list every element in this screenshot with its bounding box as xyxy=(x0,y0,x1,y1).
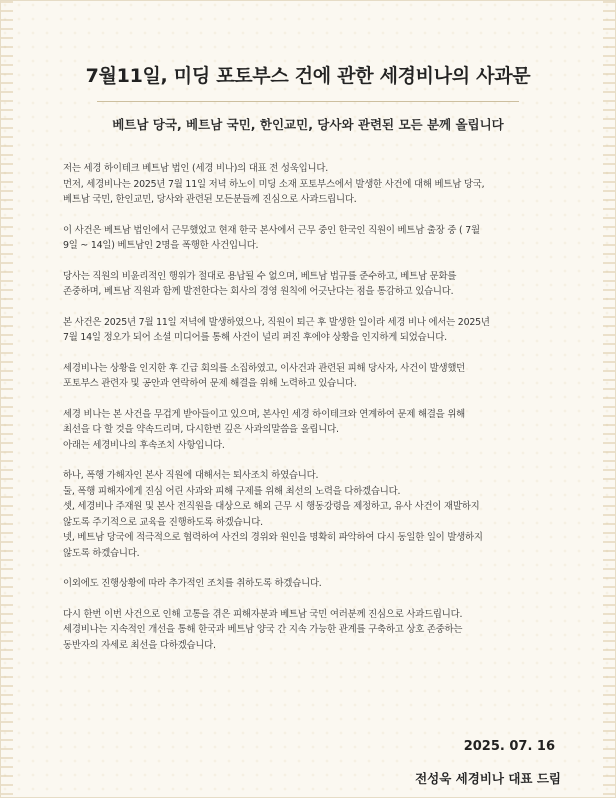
paragraph-response: 세경비나는 상황을 인지한 후 긴급 회의를 소집하였고, 이사건과 관련된 피해 당사자, 사건이 발생했던 포토부스 관련자 및 공안과 연락하여 문제 해결을 위해 노력하고 있습니다. xyxy=(63,362,466,389)
title-divider xyxy=(97,101,519,102)
measure-item: 넷, 베트남 당국에 적극적으로 협력하여 사건의 경위와 원인을 명확히 파악하여 다시 동일한 일이 발생하지 않도록 하겠습니다. xyxy=(63,532,483,559)
paragraph-timeline: 본 사건은 2025년 7월 11일 저녁에 발생하였으나, 직원이 퇴근 후 발생한 일이라 세경 비나 에서는 2025년 7월 14일 정오가 되어 소셜 미디어를 통해 사건이 널리 퍼진 후에야 상황을 인지하게 되었습니다. xyxy=(63,316,490,343)
paragraph-commitment: 세경 비나는 본 사건을 무겁게 받아들이고 있으며, 본사인 세경 하이테크와 연계하여 문제 해결을 위해 최선을 다 할 것을 약속드리며, 다시한번 깊은 사과의말씀을 올립니다. 아래는 세경비나의 후속조치 사항입니다. xyxy=(63,408,466,451)
measure-item: 하나, 폭행 가해자인 본사 직원에 대해서는 퇴사조치 하였습니다. xyxy=(63,470,319,481)
letter-signature: 전성욱 세경비나 대표 드림 xyxy=(415,771,561,786)
letter-body xyxy=(63,161,571,668)
paragraph-closing: 다시 한번 이번 사건으로 인해 고통을 겪은 피해자분과 베트남 국민 여러분께 진심으로 사과드립니다. 세경비나는 지속적인 개선을 통해 한국과 베트남 양국 간 지속 가능한 관계를 구축하고 상호 존중하는 동반자의 자세로 최선을 다하겠습니다. xyxy=(63,608,463,651)
letter-date: 2025. 07. 16 xyxy=(463,739,555,754)
measure-item: 셋, 세경비나 주재원 및 본사 전직원을 대상으로 해외 근무 시 행동강령을 제정하고, 유사 사건이 재발하지 않도록 주기적으로 교육을 진행하도록 하겠습니다. xyxy=(63,501,480,528)
paragraph-incident: 이 사건은 베트남 법인에서 근무했었고 현재 한국 본사에서 근무 중인 한국인 직원이 베트남 출장 중 ( 7월 9일 ~ 14일) 베트남인 2명을 폭행한 사건입니다. xyxy=(63,224,480,251)
paragraph-additional: 이외에도 진행상황에 따라 추가적인 조치를 취하도록 하겠습니다. xyxy=(63,578,322,589)
paragraph-intro: 저는 세경 하이테크 베트남 법인 (세경 비나)의 대표 전 성욱입니다. 먼저, 세경비나는 2025년 7월 11일 저녁 하노이 미딩 소재 포토부스에서 발생한 사건에 대해 베트남 당국, 베트남 국민, 한인교민, 당사와 관련된 모든분들께 진심으로 사과드립니다. xyxy=(63,163,485,205)
follow-up-measures xyxy=(63,468,571,561)
paragraph-principles: 당사는 직원의 비윤리적인 행위가 절대로 용납될 수 없으며, 베트남 법규를 준수하고, 베트남 문화를 존중하며, 베트남 직원과 함께 발전한다는 회사의 경영 원칙에 어긋난다는 점을 통감하고 있습니다. xyxy=(63,270,457,297)
letter-subtitle: 베트남 당국, 베트남 국민, 한인교민, 당사와 관련된 모든 분께 올립니다 xyxy=(112,117,504,132)
letter-title: 7월11일, 미딩 포토부스 건에 관한 세경비나의 사과문 xyxy=(85,65,531,87)
measure-item: 둘, 폭행 피해자에게 진심 어린 사과와 피해 구제를 위해 최선의 노력을 다하겠습니다. xyxy=(63,485,401,497)
